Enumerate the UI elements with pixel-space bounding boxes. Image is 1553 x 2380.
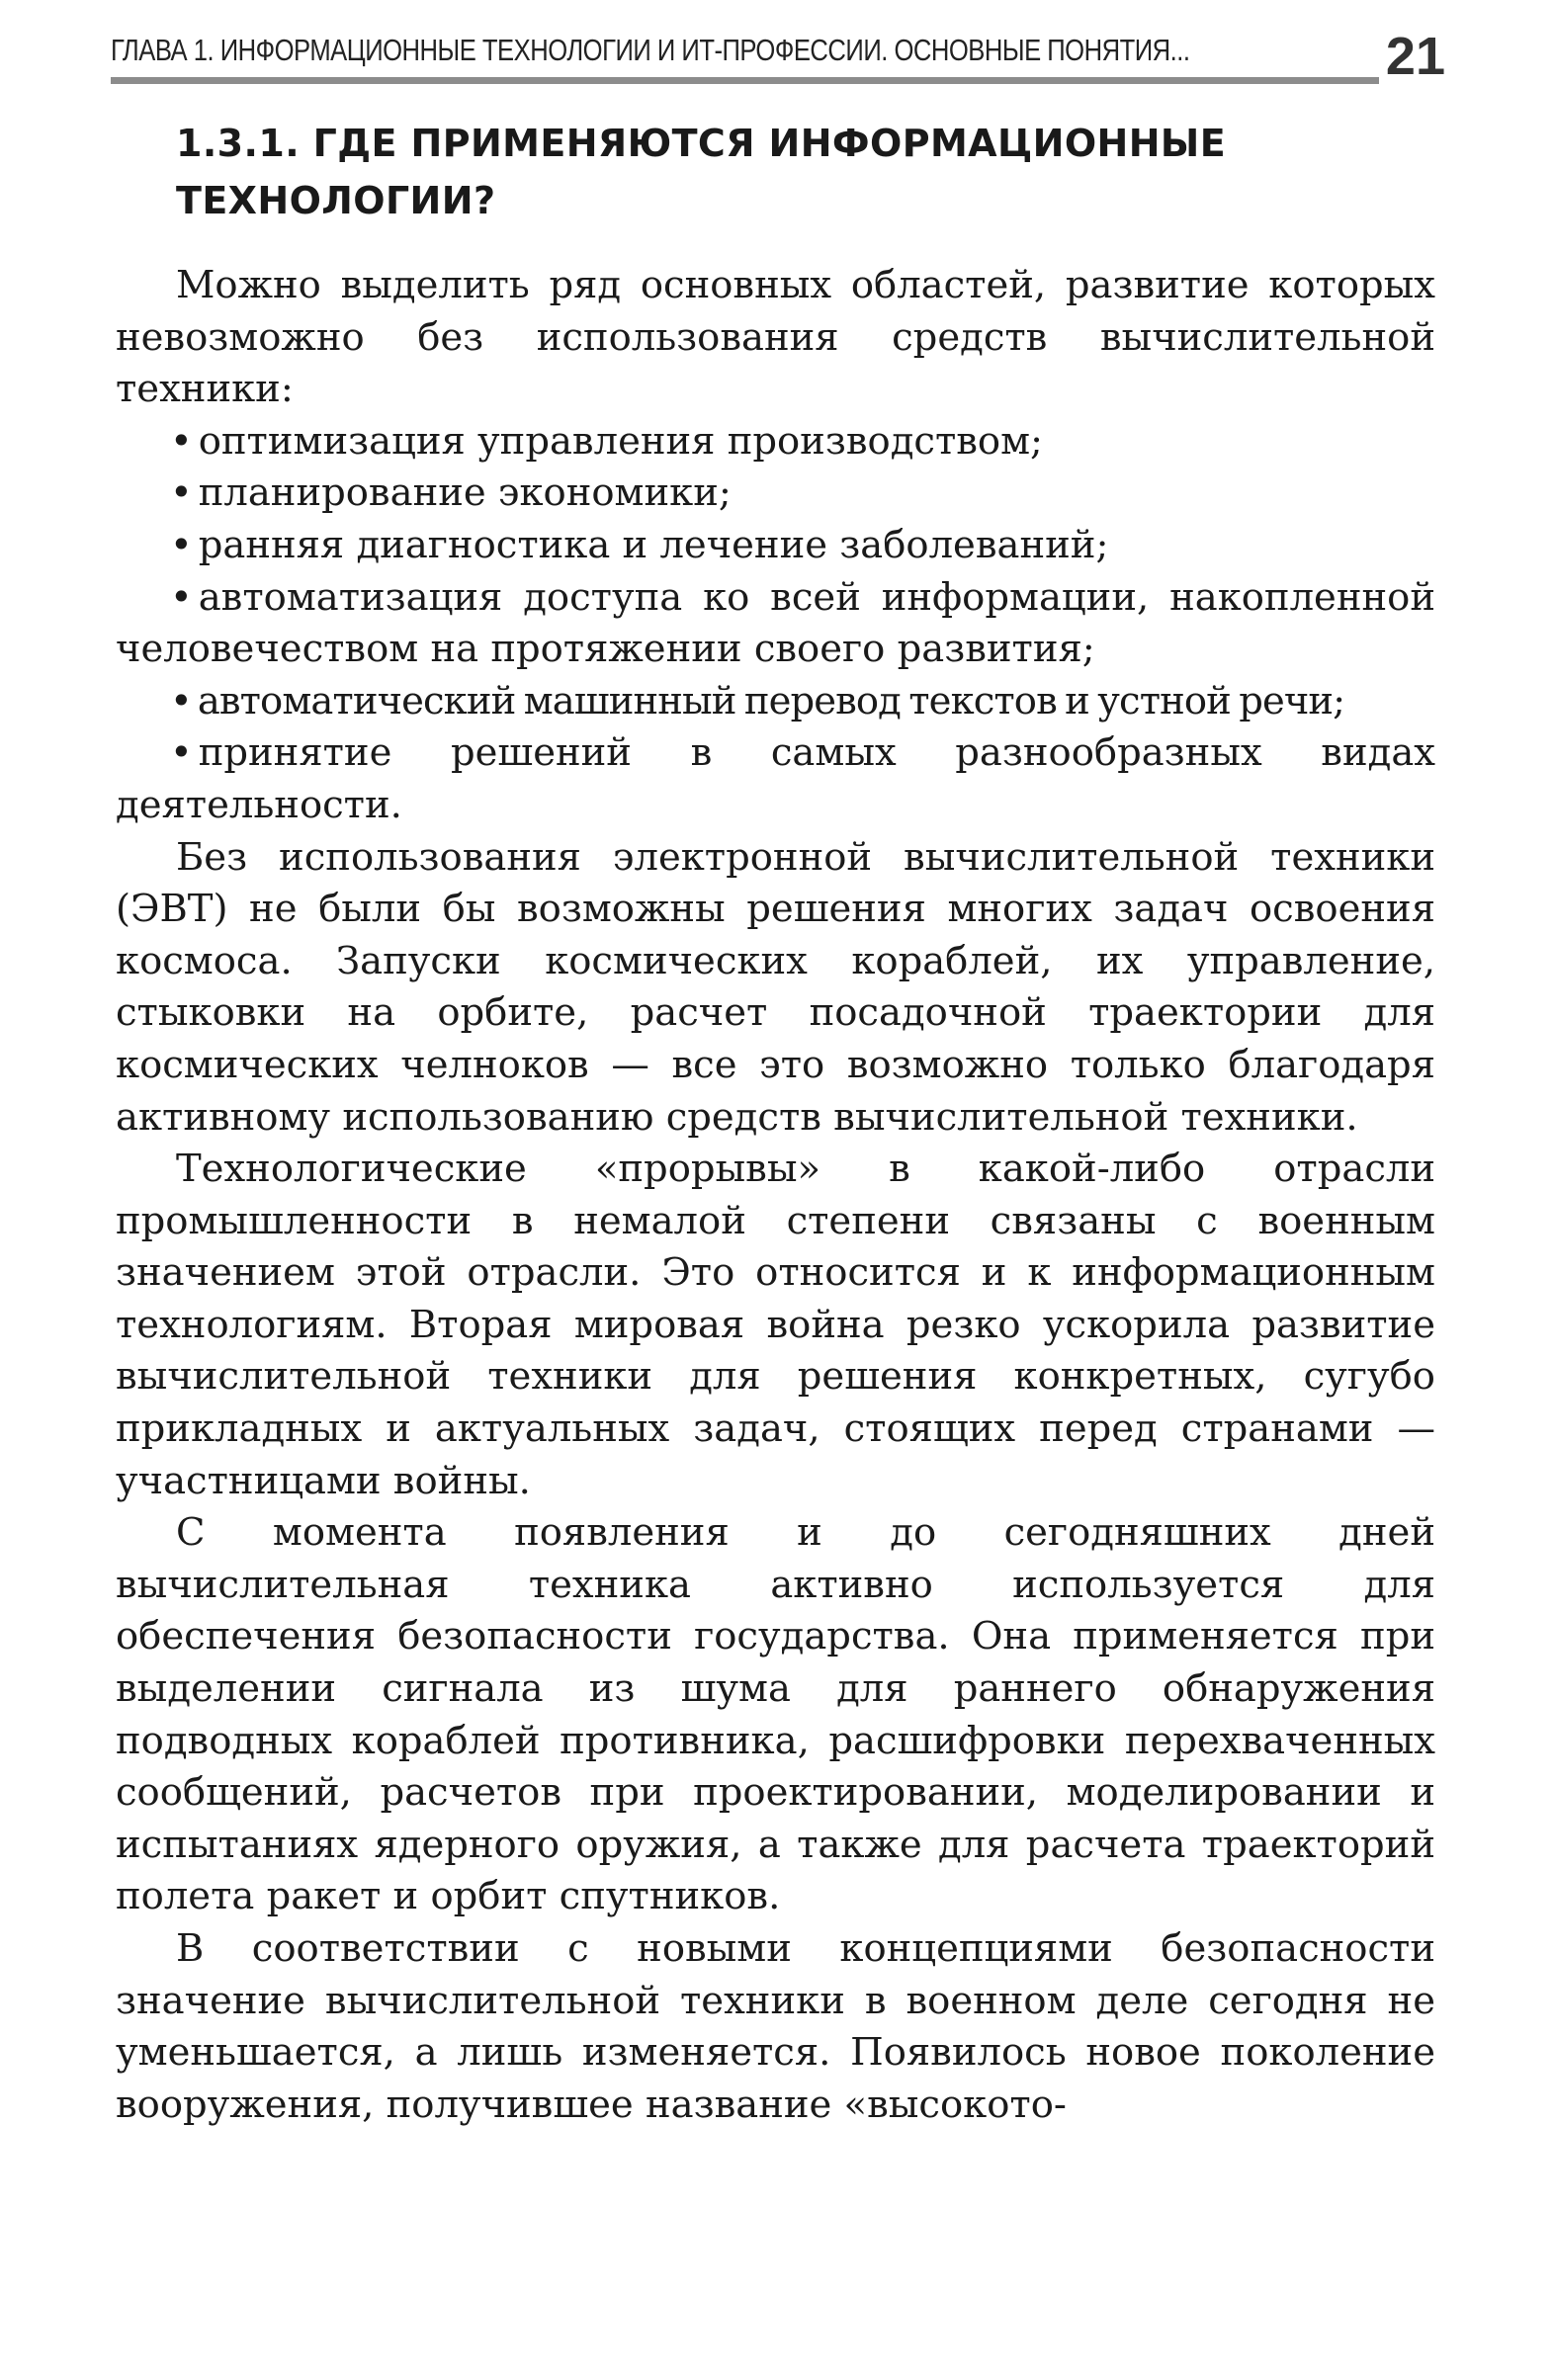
list-item (116, 416, 1435, 468)
security-paragraph: С момента появления и до сегодняшних дней вычислительная техника активно используется для обеспечения безопасности государства. Она применяется при выделении сигнала из шума для раннего обнаружения подводных кораблей противника, расшифровки перехваченных сообщений, расчетов при проектировании, моделировании и испытаниях ядерного оружия, а также для расчета траекторий полета ракет и орбит спутников. (116, 1510, 1435, 1919)
list-item (116, 520, 1435, 572)
running-header (111, 26, 1445, 85)
concepts-paragraph: В соответствии с новыми концепциями безопасности значение вычислительной техники в военном деле сегодня не уменьшается, а лишь изменяется. Появилось новое поколение вооружения, получившее название «высокото- (116, 1926, 1435, 2127)
list-item-text: автоматический машинный перевод текстов и устной речи; (197, 678, 1345, 723)
list-item-text: оптимизация управления производством; (198, 418, 1044, 464)
list-item (116, 727, 1435, 831)
space-paragraph: Без использования электронной вычислительной техники (ЭВТ) не были бы возможны решения многих задач освоения космоса. Запуски космических кораблей, их управление, стыковки на орбите, расчет посадочной траектории для космических челноков — все это возможно только благодаря активному использованию средств вычислительной техники. (116, 834, 1435, 1140)
list-item-text: принятие решений в самых разнообразных видах деятельности. (116, 730, 1435, 827)
section-heading-line1: 1.3.1. ГДЕ ПРИМЕНЯЮТСЯ ИНФОРМАЦИОННЫЕ (176, 122, 1227, 165)
list-item-text: планирование экономики; (198, 470, 732, 516)
bullet-icon: • (170, 574, 193, 620)
section-heading (176, 115, 1313, 229)
section-heading-line2: ТЕХНОЛОГИИ? (176, 179, 496, 222)
list-item-text: автоматизация доступа ко всей информации, накопленной человечеством на протяжении своего развития; (116, 574, 1435, 672)
list-item-text: ранняя диагностика и лечение заболеваний; (198, 522, 1109, 567)
bullet-icon: • (170, 522, 193, 567)
bullet-icon: • (170, 730, 193, 776)
page-number: 21 (1385, 27, 1445, 86)
header-rule (111, 77, 1379, 84)
bullet-icon: • (170, 678, 192, 723)
application-areas-list (116, 416, 1435, 832)
running-title: ГЛАВА 1. ИНФОРМАЦИОННЫЕ ТЕХНОЛОГИИ И ИТ-ПРОФЕССИИ. ОСНОВНЫЕ ПОНЯТИЯ... (111, 34, 1190, 67)
list-item (116, 676, 1435, 728)
bullet-icon: • (170, 418, 193, 464)
intro-paragraph: Можно выделить ряд основных областей, развитие которых невозможно без использования средств вычислительной техники: (116, 263, 1435, 412)
list-item (116, 468, 1435, 520)
list-item (116, 572, 1435, 676)
body-text (116, 260, 1435, 2131)
military-paragraph: Технологические «прорывы» в какой-либо отрасли промышленности в немалой степени связаны с военным значением этой отрасли. Это относится и к информационным технологиям. Вторая мировая война резко ускорила развитие вычислительной техники для решения конкретных, сугубо прикладных и актуальных задач, стоящих перед странами — участницами войны. (116, 1147, 1435, 1503)
bullet-icon: • (170, 470, 193, 516)
